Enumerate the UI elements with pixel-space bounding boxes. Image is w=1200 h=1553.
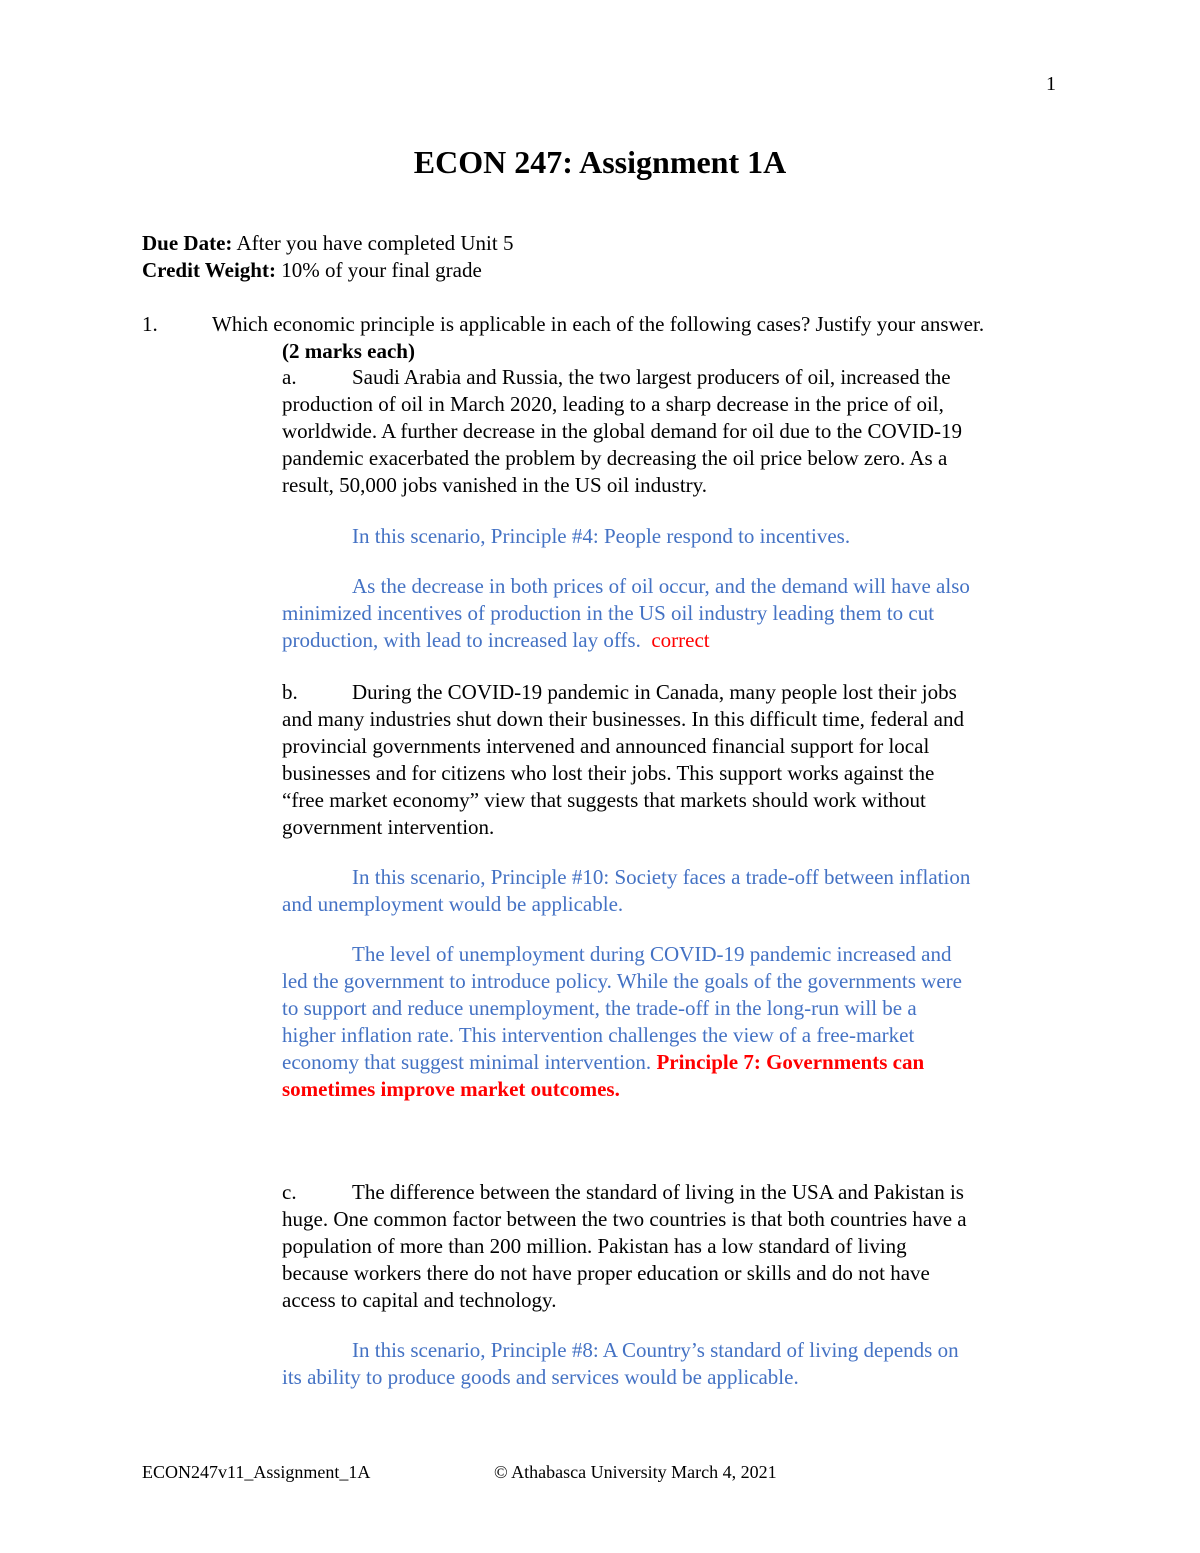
answer-text: The level of unemployment during COVID-19 pandemic increased and xyxy=(352,942,952,966)
answer-line: to support and reduce unemployment, the trade-off in the long-run will be a xyxy=(282,996,917,1020)
part-b-line: provincial governments intervened and announced financial support for local xyxy=(282,734,930,758)
part-c-text: The difference between the standard of living in the USA and Pakistan is xyxy=(352,1180,964,1204)
answer-line: and unemployment would be applicable. xyxy=(282,892,624,916)
part-a-letter: a. xyxy=(282,365,297,389)
answer-line xyxy=(282,941,1057,968)
part-b-question xyxy=(282,679,1057,841)
part-c-answer-principle xyxy=(282,1337,1057,1391)
part-b-line: businesses and for citizens who lost their jobs. This support works against the xyxy=(282,761,935,785)
part-c-line xyxy=(282,1179,1057,1206)
credit-weight-label: Credit Weight: xyxy=(142,258,276,282)
answer-text: In this scenario, Principle #8: A Country’s standard of living depends on xyxy=(352,1338,959,1362)
page-title: ECON 247: Assignment 1A xyxy=(413,144,787,180)
grader-mark-correct: correct xyxy=(651,628,710,652)
answer-line xyxy=(282,1049,1057,1076)
answer-line: minimized incentives of production in the US oil industry leading them to cut xyxy=(282,601,935,625)
part-a-answer-principle xyxy=(282,523,1057,550)
part-b-answer-principle xyxy=(282,864,1057,918)
part-c-question xyxy=(282,1179,1057,1314)
footer-document-id: ECON247v11_Assignment_1A xyxy=(142,1462,371,1482)
page-number: 1 xyxy=(1046,73,1056,95)
question-1-marks: (2 marks each) xyxy=(282,339,415,363)
answer-line xyxy=(282,573,1057,600)
footer-copyright: © Athabasca University March 4, 2021 xyxy=(494,1462,777,1482)
due-date-line xyxy=(142,230,513,257)
answer-text: As the decrease in both prices of oil occur, and the demand will have also xyxy=(352,574,970,598)
part-b-letter: b. xyxy=(282,680,298,704)
part-a-question xyxy=(282,364,1057,499)
answer-line: led the government to introduce policy. While the goals of the governments were xyxy=(282,969,962,993)
part-c-letter: c. xyxy=(282,1180,297,1204)
answer-line: its ability to produce goods and services would be applicable. xyxy=(282,1365,799,1389)
part-a-answer-explanation xyxy=(282,573,1057,654)
answer-line: higher inflation rate. This intervention challenges the view of a free-market xyxy=(282,1023,915,1047)
part-b-answer-explanation xyxy=(282,941,1057,1103)
grader-note-line: sometimes improve market outcomes. xyxy=(282,1077,620,1101)
part-c-line: population of more than 200 million. Pakistan has a low standard of living xyxy=(282,1234,907,1258)
credit-weight-value: 10% of your final grade xyxy=(275,258,482,282)
part-a-line: worldwide. A further decrease in the global demand for oil due to the COVID-19 xyxy=(282,419,962,443)
due-date-label: Due Date: xyxy=(142,231,233,255)
answer-line xyxy=(282,627,1057,654)
part-a-answer-text: In this scenario, Principle #4: People respond to incentives. xyxy=(352,524,851,548)
part-c-line: access to capital and technology. xyxy=(282,1288,557,1312)
grader-note: Principle 7: Governments can xyxy=(656,1050,925,1074)
answer-line xyxy=(282,1337,1057,1364)
part-b-line: “free market economy” view that suggests that markets should work without xyxy=(282,788,926,812)
part-b-line: and many industries shut down their businesses. In this difficult time, federal and xyxy=(282,707,964,731)
answer-text: In this scenario, Principle #10: Society faces a trade-off between inflation xyxy=(352,865,971,889)
answer-text: economy that suggest minimal intervention. xyxy=(282,1050,652,1074)
part-a-line: production of oil in March 2020, leading to a sharp decrease in the price of oil, xyxy=(282,392,944,416)
part-b-line: government intervention. xyxy=(282,815,495,839)
answer-text: production, with lead to increased lay offs. xyxy=(282,628,641,652)
part-a-line: result, 50,000 jobs vanished in the US oil industry. xyxy=(282,473,708,497)
part-a-line: pandemic exacerbated the problem by decreasing the oil price below zero. As a xyxy=(282,446,948,470)
part-c-line: huge. One common factor between the two countries is that both countries have a xyxy=(282,1207,967,1231)
part-b-text: During the COVID-19 pandemic in Canada, many people lost their jobs xyxy=(352,680,957,704)
part-c-line: because workers there do not have proper education or skills and do not have xyxy=(282,1261,930,1285)
part-b-line xyxy=(282,679,1057,706)
part-a-line xyxy=(282,364,1057,391)
question-1-text: Which economic principle is applicable in each of the following cases? Justify your answer. xyxy=(212,312,985,336)
due-date-value: After you have completed Unit 5 xyxy=(232,231,514,255)
answer-line xyxy=(282,864,1057,891)
credit-weight-line xyxy=(142,257,482,284)
question-1-number: 1. xyxy=(142,312,158,336)
part-a-text: Saudi Arabia and Russia, the two largest producers of oil, increased the xyxy=(352,365,951,389)
